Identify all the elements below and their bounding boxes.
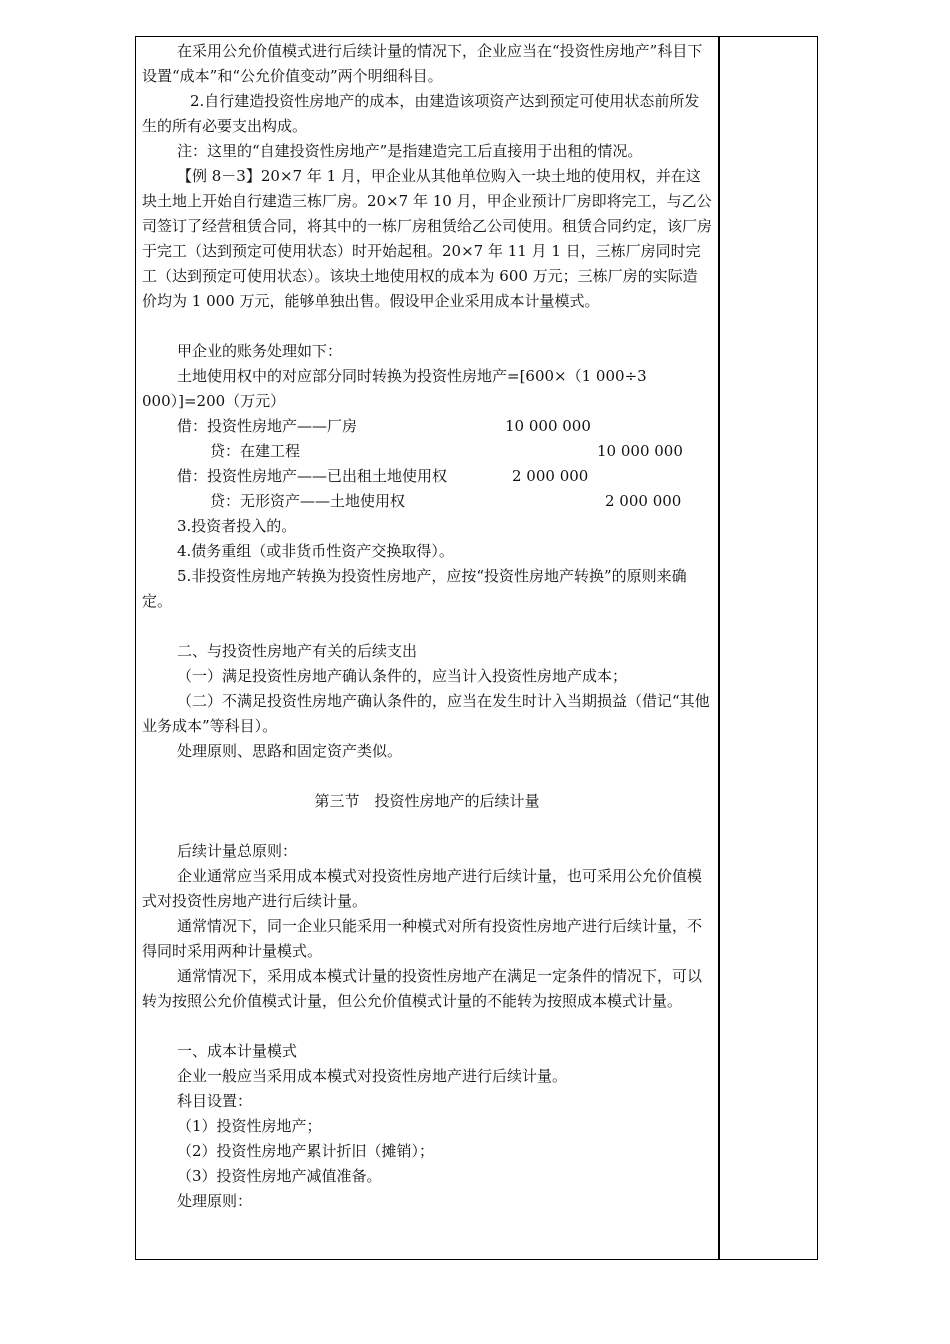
paragraph: 通常情况下，同一企业只能采用一种模式对所有投资性房地产进行后续计量，不得同时采用两种计量模式。 — [142, 917, 703, 960]
entry-debit: 2 000 000 — [512, 467, 589, 485]
entry-account: 贷：在建工程 — [210, 442, 301, 460]
paragraph: 科目设置： — [177, 1092, 253, 1110]
subheading: 一、成本计量模式 — [177, 1042, 298, 1060]
list-item: （3）投资性房地产减值准备。 — [177, 1167, 382, 1185]
journal-entry — [142, 414, 712, 439]
entry-account: 贷：无形资产——土地使用权 — [210, 492, 406, 510]
entry-credit: 2 000 000 — [605, 492, 682, 510]
entry-account: 借：投资性房地产——厂房 — [177, 417, 358, 435]
paragraph: 在采用公允价值模式进行后续计量的情况下，企业应当在“投资性房地产”科目下设置“成本”和“公允价值变动”两个明细科目。 — [142, 42, 703, 85]
paragraph: 甲企业的账务处理如下： — [177, 342, 343, 360]
column-divider — [718, 36, 720, 1260]
paragraph: 4.债务重组（或非货币性资产交换取得）。 — [177, 542, 454, 560]
paragraph: 企业一般应当采用成本模式对投资性房地产进行后续计量。 — [177, 1067, 568, 1085]
entry-account: 借：投资性房地产——已出租土地使用权 — [177, 467, 448, 485]
paragraph: 3.投资者投入的。 — [177, 517, 297, 535]
journal-entry — [142, 464, 712, 489]
example-paragraph: 【例 8－3】20×7 年 1 月，甲企业从其他单位购入一块土地的使用权，并在这块土地上开始自行建造三栋厂房。20×7 年 10 月，甲企业预计厂房即将完工，与乙公司签订了经营租赁合同，将其中的一栋厂房租赁给乙公司使用。租赁合同约定，该厂房于完工（达到预定可使用状态）时开始起租。20×7 年 11 月 1 日，三栋厂房同时完工（达到预定可使用状态）。该块土地使用权的成本为 600 万元；三栋厂房的实际造价均为 1 000 万元，能够单独出售。假设甲企业采用成本计量模式。 — [142, 167, 713, 310]
paragraph: 2.自行建造投资性房地产的成本，由建造该项资产达到预定可使用状态前所发生的所有必要支出构成。 — [142, 92, 700, 135]
journal-entry — [142, 489, 712, 514]
paragraph: 企业通常应当采用成本模式对投资性房地产进行后续计量，也可采用公允价值模式对投资性房地产进行后续计量。 — [142, 867, 703, 910]
paragraph: （二）不满足投资性房地产确认条件的，应当在发生时计入当期损益（借记“其他业务成本”等科目）。 — [142, 692, 710, 735]
paragraph: 通常情况下，采用成本模式计量的投资性房地产在满足一定条件的情况下，可以转为按照公允价值模式计量，但公允价值模式计量的不能转为按照成本模式计量。 — [142, 967, 703, 1010]
journal-entry — [142, 439, 712, 464]
main-content — [142, 39, 712, 1214]
paragraph: 处理原则： — [177, 1192, 253, 1210]
entry-credit: 10 000 000 — [597, 442, 683, 460]
subheading: 二、与投资性房地产有关的后续支出 — [177, 642, 418, 660]
calculation: 土地使用权中的对应部分同时转换为投资性房地产=[600×（1 000÷3 000）]=200（万元） — [142, 367, 647, 410]
note: 注：这里的“自建投资性房地产”是指建造完工后直接用于出租的情况。 — [177, 142, 643, 160]
entry-debit: 10 000 000 — [505, 417, 591, 435]
section-title: 第三节 投资性房地产的后续计量 — [314, 792, 540, 810]
paragraph: 5.非投资性房地产转换为投资性房地产，应按“投资性房地产转换”的原则来确定。 — [142, 567, 687, 610]
list-item: （1）投资性房地产； — [177, 1117, 322, 1135]
paragraph: （一）满足投资性房地产确认条件的，应当计入投资性房地产成本； — [177, 667, 628, 685]
paragraph: 处理原则、思路和固定资产类似。 — [177, 742, 403, 760]
paragraph: 后续计量总原则： — [177, 842, 298, 860]
list-item: （2）投资性房地产累计折旧（摊销）； — [177, 1142, 435, 1160]
